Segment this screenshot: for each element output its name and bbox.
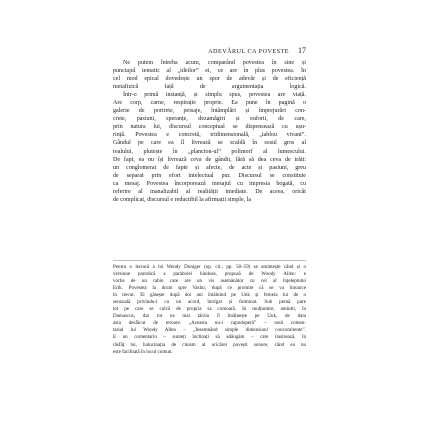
body-text-line: realului, plutește în „plancton-ul” polimorf al lumescului. [113,148,306,155]
body-text-line: Într-o primă instanță, și simplu spus, povestea are viață. [123,92,306,99]
footnote-line: asta desfăcut de teroare. „Aceasta nu-i capodoperă” – notă comen- [113,320,306,327]
footnote-line: senzuală privindu-l cu un acord, întrigat și fulminat. Sub pernă pare [113,299,306,306]
body-text-line: prin natura lui, discursul conceptual se dispensează cu ușu- [113,124,306,131]
footnote-line: tot pe care se culcă de propria sa comoară. În mulțumire, amintit, în [113,306,306,313]
body-text-line: referire al inanalizabil al realității imediate. De aceea, oricât [113,188,306,195]
footnote-line: Pentru o lectură a lui Wendy Doniger (op. cit., pp. 58–59) se amintește când și o [113,264,306,270]
body-text-line: metafizică față de argumentația logică. [113,84,306,91]
page-number: 17 [298,46,306,55]
footnote-line: versiune parodică a parabolei hinduse, propusă de Woody Allen: e [113,271,306,278]
body-text-line: ca mesaj. Povestea încorporează mesajul cu impresia bogată, cu [113,180,306,187]
body-text-line: de complicat, discursul e reductibil la afirmații simple, la [113,196,252,203]
running-head [113,46,306,55]
footnote-line: răsfăț lui, halucinația de cinism al oricărei povești sonore, când ea nu [113,341,306,348]
footnote-line: tarial lui Woody Allen – „Însemnând simple dimensiuni concomitente”. [113,327,306,334]
body-text-line: galerie de portrete, peisaje, întâmplări și împrejurări con- [113,108,306,115]
body-text-line: de separat prin efort intelectual pur. Discursul se constituie [113,172,306,179]
footnote-line: E un comentariu – sunteți înclinați să adăugăm – care ilustrează, în [113,334,306,341]
footnote-line: în trecut. El găsește după doi ani întâlnind pe Unk și femeia lui de o [113,292,306,299]
footnote-line: Erik. Povestea la drum spre Vaslui, după ce promite că se va întoarce [113,285,306,292]
footnote-line: vorba de un rabin care are un vis asemănător cu cel al înțeleptului [113,278,306,285]
footnote-line: este facilitată în locul comun. [113,348,173,355]
body-text-line: rință. Povestea e concretă, tridimensională, „tablou vivant”. [113,132,306,139]
body-text-line: Gândul pe care ea îl livrează se scaldă în sosul gros al [113,140,306,147]
main-text [113,59,306,204]
body-text-line: crete, pasiuni, speranțe, dezamăgiri și euforii, de care, [113,116,306,123]
footnote-separator [113,260,306,261]
body-text-line: un conglomerat de fapte și afecte, de acte și pasiuni, greu [113,164,306,171]
body-text-line: Are corp, carne, respirație proprie. Ea pune în pagină o [113,100,306,107]
footnote-line: Damascus, dar tot ea mai târziu îl întâlnește pe Unk, de data [113,313,306,320]
body-text-line: punctajul tematic al „ideilor” ei, ce are în plus povestea. În [113,68,306,75]
body-text-line: cel mod epical dovedește un spor de adevăr și de eficiență [113,76,306,83]
body-text-line: De fapt, ea nu își livrează ceva de gândit, fără să dea ceva de trăit: [113,156,306,163]
footnotes [113,264,306,356]
running-title: ADEVĂRUL CA POVESTE [208,48,289,55]
body-text-line: Ne putem întreba acum, comparând povestea în sine și [123,60,306,66]
